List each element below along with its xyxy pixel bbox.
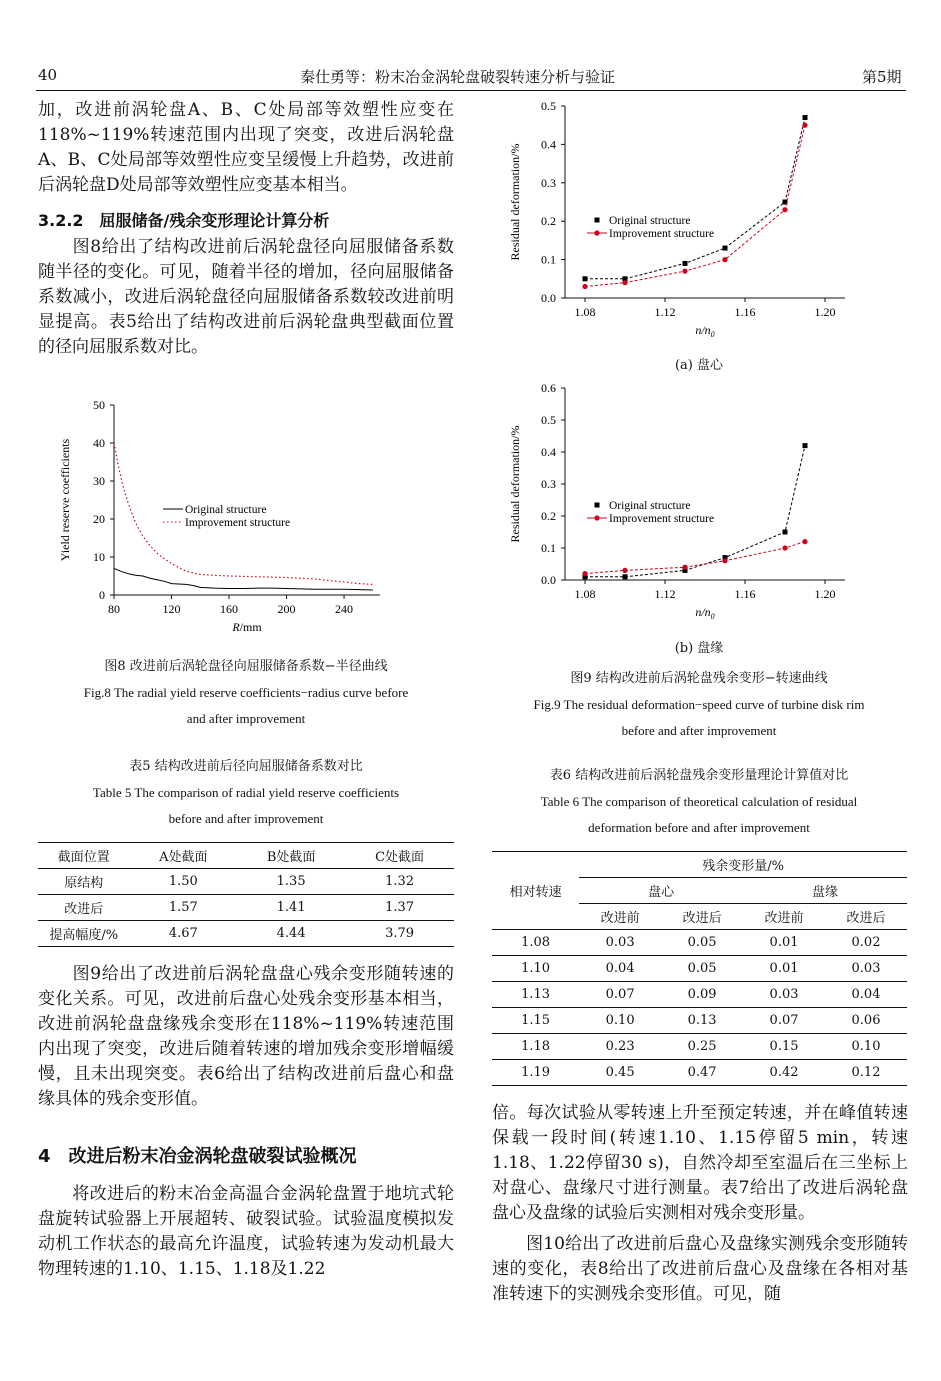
fig9-caption-en: Fig.9 The residual deformation−speed curve of turbine disk rim — [533, 697, 865, 712]
data-point — [722, 257, 727, 262]
series-line — [585, 118, 805, 279]
table-cell: 0.45 — [605, 1065, 635, 1080]
table-row — [492, 1034, 907, 1060]
x-tick-label: 1.08 — [574, 587, 596, 601]
y-axis-label: Yield reserve coefficients — [58, 438, 72, 562]
data-point — [623, 574, 628, 579]
table-cell: 改进后 — [64, 902, 104, 917]
series-line — [585, 542, 805, 574]
x-tick-label: 1.20 — [814, 587, 836, 601]
x-tick-label: 80 — [108, 602, 120, 616]
subscript: 0 — [710, 612, 715, 621]
y-tick-label: 0.2 — [541, 509, 556, 523]
table-cell: 1.35 — [276, 874, 306, 889]
table6-caption — [490, 763, 908, 841]
table-header-row — [38, 843, 454, 869]
data-point — [622, 568, 627, 573]
table-cell: 0.07 — [769, 1013, 799, 1028]
fig8-caption-cn: 图8 改进前后涡轮盘径向屈服储备系数−半径曲线 — [104, 659, 388, 674]
data-point — [803, 115, 808, 120]
table-header-cell: A处截面 — [159, 850, 208, 865]
data-point — [622, 280, 627, 285]
table-cell: 1.37 — [385, 900, 415, 915]
x-axis-label-unit: /mm — [239, 620, 262, 634]
table-cell: 1.10 — [521, 961, 551, 976]
table5-caption — [38, 754, 454, 832]
table-cell: 0.25 — [687, 1039, 717, 1054]
paragraph: 将改进后的粉末冶金高温合金涡轮盘置于地坑式轮盘旋转试验器上开展超转、破裂试验。试验温度模拟发动机工作状态的最高允许温度，试验转速为发动机最大物理转速的1.10、1.15、1.18及1.22 — [38, 1184, 454, 1279]
fig9b-sublabel: (b) 盘缘 — [674, 641, 724, 656]
table-row — [492, 1008, 907, 1034]
data-point — [722, 558, 727, 563]
subscript: 0 — [710, 330, 715, 339]
table-cell: 1.19 — [521, 1065, 551, 1080]
table5 — [38, 842, 454, 947]
y-tick-label: 0 — [99, 588, 105, 602]
table-cell: 0.04 — [851, 987, 881, 1002]
y-tick-label: 0.3 — [541, 477, 556, 491]
data-point — [682, 269, 687, 274]
y-tick-label: 0.1 — [541, 541, 556, 555]
legend-label: Original structure — [185, 504, 267, 516]
x-axis-label-var: R — [232, 620, 240, 634]
table6-caption-en: deformation before and after improvement — [588, 820, 810, 835]
table-row — [38, 869, 454, 895]
fig8-caption-en: Fig.8 The radial yield reserve coefficients−radius curve before — [83, 685, 409, 700]
table-cell: 0.06 — [851, 1013, 881, 1028]
table-cell: 0.05 — [687, 935, 717, 950]
table-row — [38, 895, 454, 921]
table-cell: 0.13 — [687, 1013, 717, 1028]
table-header-cell: 改进前 — [764, 911, 804, 926]
legend-label: Improvement structure — [609, 228, 715, 240]
table-header-cell: 改进前 — [600, 911, 640, 926]
table-header-cell: 截面位置 — [57, 850, 110, 865]
table-row — [492, 956, 907, 982]
y-tick-label: 30 — [93, 474, 105, 488]
table-header-row — [492, 852, 907, 878]
table-cell: 0.23 — [605, 1039, 635, 1054]
table5-caption-cn: 表5 结构改进前后径向屈服储备系数对比 — [129, 759, 363, 774]
x-axis-label: $n/n_0$ — [695, 605, 715, 621]
fig8-caption — [38, 654, 454, 732]
legend-marker — [594, 230, 599, 235]
table-cell: 0.07 — [605, 987, 635, 1002]
table6 — [492, 851, 907, 1086]
table-header-cell: 盘心 — [579, 878, 743, 904]
legend-marker — [594, 515, 599, 520]
series-line — [585, 125, 805, 286]
paragraph: 图9给出了改进前后涡轮盘盘心残余变形随转速的变化关系。可见，改进前后盘心处残余变形基本相当，改进前涡轮盘盘缘残余变形在118%~119%转速范围内出现了突变，改进后随着转速的增加残余变形增幅缓慢，且未出现突变。表6给出了结构改进前后盘心和盘缘具体的残余变形值。 — [38, 964, 454, 1109]
table-cell: 0.47 — [687, 1065, 717, 1080]
paragraph: 加，改进前涡轮盘A、B、C处局部等效塑性应变在118%~119%转速范围内出现了突变，改进后涡轮盘A、B、C处局部等效塑性应变呈缓慢上升趋势，改进前后涡轮盘D处局部等效塑性应变基本相当。 — [38, 100, 454, 195]
table-cell: 0.01 — [769, 935, 799, 950]
section-heading: 4 改进后粉末冶金涡轮盘破裂试验概况 — [38, 1146, 357, 1167]
data-point — [782, 545, 787, 550]
table-cell: 0.15 — [769, 1039, 799, 1054]
x-tick-label: 1.12 — [654, 305, 676, 319]
table-cell: 4.67 — [168, 926, 198, 941]
data-point — [583, 276, 588, 281]
y-tick-label: 0.5 — [541, 99, 556, 113]
table-cell: 1.57 — [168, 900, 198, 915]
y-tick-label: 0.0 — [541, 573, 556, 587]
table-cell: 1.32 — [385, 874, 415, 889]
y-tick-label: 0.5 — [541, 413, 556, 427]
table-header-cell: 相对转速 — [492, 852, 579, 930]
x-tick-label: 1.12 — [654, 587, 676, 601]
data-point — [803, 443, 808, 448]
data-point — [682, 565, 687, 570]
table-row — [492, 930, 907, 956]
fig8-plot-area — [58, 398, 380, 634]
data-point — [783, 530, 788, 535]
table-cell: 0.03 — [851, 961, 881, 976]
x-tick-label: 160 — [220, 602, 239, 616]
table-cell: 1.50 — [168, 874, 198, 889]
table-cell: 0.12 — [851, 1065, 881, 1080]
x-tick-label: 240 — [335, 602, 354, 616]
subsection-heading: 3.2.2 屈服储备/残余变形理论计算分析 — [38, 211, 330, 230]
page-number: 40 — [38, 66, 58, 84]
table-cell: 1.13 — [521, 987, 551, 1002]
x-tick-label: 1.16 — [734, 587, 756, 601]
x-tick-label: 1.08 — [574, 305, 596, 319]
paragraph: 倍。每次试验从零转速上升至预定转速，并在峰值转速保载一段时间(转速1.10、1.15停留5 min，转速1.18、1.22停留30 s)，自然冷却至室温后在三坐标上对盘心、盘缘尺寸进行测量。表7给出了改进后涡轮盘盘心及盘缘的试验后实测相对残余变形量。 — [492, 1103, 908, 1223]
y-tick-label: 50 — [93, 398, 105, 412]
table-cell: 0.10 — [851, 1039, 881, 1054]
table5-caption-en: before and after improvement — [168, 811, 324, 826]
fig9a-sublabel: (a) 盘心 — [674, 358, 724, 373]
data-point — [582, 571, 587, 576]
data-point — [782, 207, 787, 212]
table-cell: 3.79 — [385, 926, 415, 941]
table-header-cell: 盘缘 — [743, 878, 907, 904]
header-rule — [36, 90, 906, 91]
table5-caption-en: Table 5 The comparison of radial yield reserve coefficients — [92, 785, 400, 800]
table-cell: 0.05 — [687, 961, 717, 976]
y-tick-label: 0.0 — [541, 291, 556, 305]
data-point — [582, 284, 587, 289]
legend-label: Original structure — [609, 500, 691, 512]
table-cell: 0.01 — [769, 961, 799, 976]
table-cell: 1.18 — [521, 1039, 551, 1054]
y-tick-label: 0.6 — [541, 381, 556, 395]
data-point — [683, 261, 688, 266]
left-column-lower — [38, 962, 454, 1282]
table-cell: 1.41 — [276, 900, 306, 915]
fig9-caption-en: before and after improvement — [621, 723, 777, 738]
y-tick-label: 20 — [93, 512, 105, 526]
x-tick-label: 1.16 — [734, 305, 756, 319]
fig9b-plot-area — [508, 381, 845, 621]
table-cell: 1.08 — [521, 935, 551, 950]
fig8-chart — [55, 395, 390, 650]
fig8-caption-en: and after improvement — [186, 711, 306, 726]
table-cell: 原结构 — [64, 876, 104, 891]
x-tick-label: 120 — [162, 602, 181, 616]
legend-marker — [595, 503, 600, 508]
y-tick-label: 0.4 — [541, 137, 556, 152]
data-point — [802, 539, 807, 544]
table-header-cell: C处截面 — [375, 850, 425, 865]
y-tick-label: 40 — [93, 436, 105, 450]
paragraph: 图8给出了结构改进前后涡轮盘径向屈服储备系数随半径的变化。可见，随着半径的增加，径向屈服储备系数减小，改进后涡轮盘径向屈服储备系数较改进前明显提高。表5给出了结构改进前后涡轮盘典型截面位置的径向屈服系数对比。 — [38, 237, 454, 357]
y-tick-label: 0.3 — [541, 175, 556, 190]
y-axis-label: Residual deformation/% — [508, 425, 522, 543]
table-cell: 提高幅度/% — [49, 928, 119, 943]
x-tick-label: 1.20 — [814, 305, 836, 319]
table-cell: 0.02 — [851, 935, 881, 950]
legend-label: Improvement structure — [185, 517, 291, 529]
table-header-cell: 改进后 — [846, 911, 886, 926]
y-tick-label: 0.1 — [541, 252, 556, 267]
series-line — [114, 568, 373, 590]
y-axis-label: Residual deformation/% — [508, 143, 522, 261]
table-row — [38, 921, 454, 947]
data-point — [723, 246, 728, 251]
table-cell: 4.44 — [276, 926, 306, 941]
fig9b-chart — [505, 380, 860, 635]
x-axis-label: $n/n_0$ — [695, 323, 715, 339]
y-tick-label: 0.2 — [541, 214, 556, 229]
fig9a-chart — [505, 96, 860, 351]
table-header-cell: B处截面 — [266, 850, 316, 865]
legend-marker — [595, 218, 600, 223]
table-cell: 0.10 — [605, 1013, 635, 1028]
table-cell: 0.03 — [769, 987, 799, 1002]
data-point — [802, 123, 807, 128]
y-tick-label: 10 — [93, 550, 105, 564]
right-column-text — [492, 1101, 908, 1307]
table-cell: 0.42 — [769, 1065, 799, 1080]
table-cell: 0.04 — [605, 961, 635, 976]
table-cell: 0.09 — [687, 987, 717, 1002]
paragraph: 图10给出了改进前后盘心及盘缘实测残余变形随转速的变化，表8给出了改进前后盘心及盘缘在各相对基准转速下的实测残余变形值。可见，随 — [492, 1234, 908, 1304]
table-header-cell: 改进后 — [682, 911, 722, 926]
issue-label: 第5期 — [862, 68, 902, 86]
left-column — [38, 98, 454, 360]
table6-caption-en: Table 6 The comparison of theoretical calculation of residual — [540, 794, 858, 809]
fig9a-plot-area — [508, 99, 845, 339]
running-title: 秦仕勇等：粉末冶金涡轮盘破裂转速分析与验证 — [300, 68, 616, 86]
fig9-caption-cn: 图9 结构改进前后涡轮盘残余变形−转速曲线 — [570, 671, 828, 686]
table-row — [492, 1060, 907, 1086]
table6-caption-cn: 表6 结构改进前后涡轮盘残余变形量理论计算值对比 — [549, 768, 849, 783]
table-cell: 0.03 — [605, 935, 635, 950]
legend-label: Original structure — [609, 215, 691, 227]
x-tick-label: 200 — [277, 602, 296, 616]
table-header-cell: 残余变形量/% — [579, 852, 907, 878]
fig9-caption — [490, 666, 908, 744]
table-row — [492, 982, 907, 1008]
legend-label: Improvement structure — [609, 513, 715, 525]
y-tick-label: 0.4 — [541, 445, 556, 459]
x-axis-label — [231, 620, 262, 634]
table-cell: 1.15 — [521, 1013, 551, 1028]
